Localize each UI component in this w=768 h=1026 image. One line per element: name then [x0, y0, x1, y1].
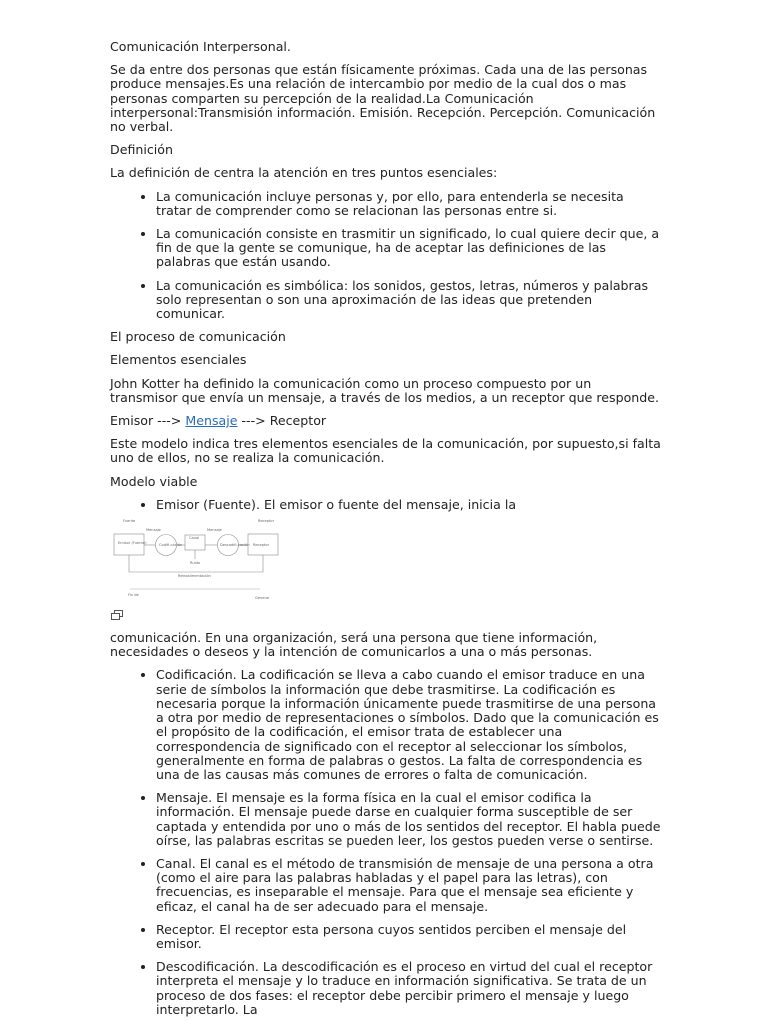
diagram-label-mensaje-1: Mensaje [146, 528, 161, 533]
list-item: • Descodificación. La descodificación es el proceso en virtud del cual el receptor interpreta el mensaje y lo traduce en información significativa. Se trata de un proceso de dos fases: el receptor debe percibir primero el mensaje y luego interpretarlo. La [156, 960, 662, 1017]
model-line-pre: Emisor ---> [110, 413, 186, 429]
list-item: • La comunicación consiste en trasmitir un significado, lo cual quiere decir que, a fin de que la gente se comunique, ha de aceptar las definiciones de las palabras que están usando. [156, 227, 662, 270]
diagram-label-general: General [255, 596, 270, 601]
document-title: Comunicación Interpersonal. [110, 39, 291, 54]
model-line-post: ---> Receptor [237, 413, 327, 429]
diagram-label-emisor: Emisor (Fuente) [118, 541, 147, 546]
communication-model-diagram [110, 517, 286, 601]
window-icon [110, 609, 124, 621]
definicion-heading: Definición [110, 142, 173, 158]
diagram-label-fin: Fin de [128, 593, 139, 598]
list-item: • La comunicación incluye personas y, por ello, para entenderla se necesita tratar de comprender como se relacionan las personas entre si. [156, 190, 662, 218]
intro-paragraph: Se da entre dos personas que están físicamente próximas. Cada una de las personas produce mensajes.Es una relación de intercambio por medio de la cual dos o mas personas comparten su percepción de la realidad.La Comunicación interpersonal:Transmisión información. Emisión. Recepción. Percepción. Comunicación no verbal. [110, 62, 656, 135]
diagram-label-codificacion: Codifi-cación [159, 543, 183, 548]
diagram-label-canal: Canal [189, 536, 200, 541]
definicion-lead: La definición de centra la atención en tres puntos esenciales: [110, 165, 498, 181]
list-item: • Receptor. El receptor esta persona cuyos sentidos perciben el mensaje del emisor. [156, 923, 662, 951]
definicion-list [110, 190, 662, 322]
diagram-label-ruido: Ruido [190, 561, 201, 566]
diagram-label-receptor: Receptor [253, 543, 270, 548]
list-item: • Canal. El canal es el método de transmisión de mensaje de una persona a otra (como el aire para las palabras habladas y el papel para las letras), con frecuencias, es inseparable el mensaje. Para que el mensaje sea eficiente y eficaz, el canal ha de ser adecuado para el mensaje. [156, 857, 662, 914]
elements-list [110, 668, 662, 1016]
modelo-viable-heading: Modelo viable [110, 473, 198, 489]
list-item: • Emisor (Fuente). El emisor o fuente del mensaje, inicia la [156, 498, 662, 512]
communication-model-figure [110, 517, 286, 601]
list-item: • Codificación. La codificación se lleva a cabo cuando el emisor traduce en una serie de símbolos la información que debe trasmitirse. La codificación es necesaria porque la información únicamente puede trasmitirse de una persona a otra por medio de representaciones o símbolos. Dado que la comunicación es el propósito de la codificación, el emisor trata de establecer una correspondencia de significado con el receptor al seleccionar los símbolos, generalmente en forma de palabras o gestos. La falta de correspondencia es una de las causas más comunes de errores o falta de comunicación. [156, 668, 662, 782]
modelo-paragraph: Este modelo indica tres elementos esenciales de la comunicación, por supuesto,si falta uno de ellos, no se realiza la comunicación. [110, 436, 661, 466]
diagram-label-fuente: Fuente [123, 519, 136, 524]
document-body [110, 40, 662, 1026]
diagram-label-receptor-top: Receptor [258, 519, 275, 524]
model-line [110, 414, 662, 428]
diagram-label-descodificacion: Descodifi-cación [220, 543, 250, 548]
diagram-label-mensaje-2: Mensaje [207, 528, 222, 533]
kotter-paragraph: John Kotter ha definido la comunicación como un proceso compuesto por un transmisor que envía un mensaje, a través de los medios, a un receptor que responde. [110, 375, 660, 405]
elementos-heading: Elementos esenciales [110, 352, 247, 368]
proceso-heading: El proceso de comunicación [110, 329, 286, 345]
embedded-object-icon[interactable] [110, 609, 124, 621]
list-item: • La comunicación es simbólica: los sonidos, gestos, letras, números y palabras solo representan o son una aproximación de las ideas que pretenden comunicar. [156, 279, 662, 322]
mensaje-link[interactable]: Mensaje [185, 413, 238, 429]
emisor-list [110, 498, 662, 512]
diagram-label-retro: Retroalimentación [178, 574, 211, 579]
comunicacion-paragraph: comunicación. En una organización, será una persona que tiene información, necesidades o deseos y la intención de comunicarlos a una o más personas. [110, 630, 598, 660]
list-item: • Mensaje. El mensaje es la forma física en la cual el emisor codifica la información. El mensaje puede darse en cualquier forma susceptible de ser captada y entendida por uno o más de los sentidos del receptor. El habla puede oírse, las palabras escritas se pueden leer, los gestos pueden verse o sentirse. [156, 791, 662, 848]
